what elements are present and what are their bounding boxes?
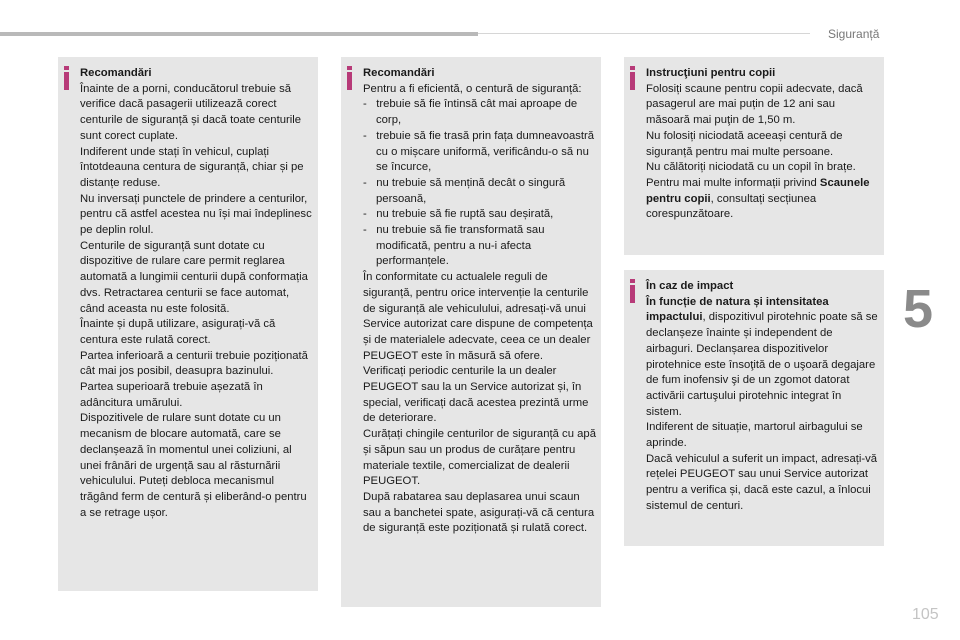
panel-content bbox=[646, 66, 880, 223]
info-icon bbox=[64, 66, 69, 90]
header-rule-thin bbox=[478, 33, 810, 34]
paragraph: Nu călătoriți niciodată cu un copil în brațe. bbox=[646, 161, 856, 174]
list-item: - nu trebuie să mențină decât o singură persoană, bbox=[363, 176, 566, 205]
paragraph: Folosiți scaune pentru copii adecvate, dacă pasagerul are mai puțin de 12 ani sau măsoară mai puţin de 1,50 m. bbox=[646, 82, 863, 127]
paragraph: După rabatarea sau deplasarea unui scaun sau a banchetei spate, asigurați-vă că centura de siguranță este poziționată și rulată corect. bbox=[363, 490, 595, 535]
list-item: - trebuie să fie trasă prin fața dumneavoastră cu o mișcare uniformă, verificându-o să nu se încurce, bbox=[363, 129, 595, 174]
paragraph: Înainte de a porni, conducătorul trebuie să verifice dacă pasagerii utilizează corect centurile de siguranță și dacă toate centurile sunt corect cuplate. bbox=[80, 82, 302, 142]
paragraph: Nu inversați punctele de prindere a centurilor, pentru că astfel acestea nu își mai îndeplinesc pe deplin rolul. bbox=[80, 192, 312, 237]
paragraph: Centurile de siguranță sunt dotate cu dispozitive de rulare care permit reglarea automată a lungimii centurii după conformația dvs. Retractarea centurii se face automat, când aceasta nu este folosită. bbox=[80, 239, 308, 315]
info-icon bbox=[347, 66, 352, 90]
recommendations-panel-1 bbox=[58, 57, 318, 591]
paragraph: Indiferent unde stați în vehicul, cuplați întotdeauna centura de siguranță, chiar și pe distanțe reduse. bbox=[80, 145, 304, 189]
recommendations-panel-2 bbox=[341, 57, 601, 607]
paragraph: Nu folosiți niciodată aceeași centură de siguranță pentru mai multe persoane. bbox=[646, 129, 843, 158]
child-instructions-panel bbox=[624, 57, 884, 255]
child-seats-reference: Scaunele pentru copii bbox=[646, 176, 870, 205]
paragraph: Dacă vehiculul a suferit un impact, adresați-vă rețelei PEUGEOT sau unui Service autorizat pentru a verifica și, dacă este cazul, a înlocui sistemul de centuri. bbox=[646, 452, 878, 512]
paragraph: Pentru mai multe informații privind Scaunele pentru copii, consultați secțiunea corespunzătoare. bbox=[646, 176, 870, 221]
intro-text: Pentru a fi eficientă, o centură de siguranță: bbox=[363, 82, 582, 95]
list-item: - trebuie să fie întinsă cât mai aproape de corp, bbox=[363, 98, 578, 127]
panel-content bbox=[363, 66, 597, 537]
paragraph: Partea superioară trebuie așezată în adâncitura umărului. bbox=[80, 381, 263, 409]
chapter-number: 5 bbox=[903, 279, 934, 339]
paragraph: În conformitate cu actualele reguli de siguranță, pentru orice intervenție la centurile de siguranță ale vehiculului, adresați-vă unui Service autorizat care dispune de competența și de materialele adecvate, ceea ce un dealer PEUGEOT este în măsură să ofere. bbox=[363, 271, 593, 362]
panel-title: Recomandări bbox=[80, 67, 152, 79]
list-item: - nu trebuie să fie ruptă sau deșirată, bbox=[363, 208, 554, 221]
paragraph: În funcție de natura și intensitatea impactului, dispozitivul pirotehnic poate să se declanșeze înainte și independent de airbaguri. Declanșarea dispozitivelor pirotehnice este însoţită de o uşoară degajare de fum inofensiv şi de un zgomot datorat activării cartuşului pirotehnic integrat în sistem. bbox=[646, 295, 878, 418]
info-icon bbox=[630, 66, 635, 90]
paragraph: Dispozitivele de rulare sunt dotate cu un mecanism de blocare automată, care se declanșează în momentul unei coliziuni, al unei frânări de urgență sau al răsturnării vehiculului. Puteți debloca mecanismul trăgând ferm de centură și eliberând-o pentru a se retrage ușor. bbox=[80, 412, 307, 519]
paragraph: Înainte și după utilizare, asigurați-vă că centura este rulată corect. bbox=[80, 318, 276, 346]
paragraph: Indiferent de situație, martorul airbagului se aprinde. bbox=[646, 421, 863, 450]
page-number: 105 bbox=[912, 606, 939, 623]
header-rule bbox=[0, 32, 478, 36]
paragraph: Curățați chingile centurilor de siguranță cu apă și săpun sau un produs de curățare pentru materiale textile, comercializat de dealerii PEUGEOT. bbox=[363, 428, 596, 488]
list-item: - nu trebuie să fie transformată sau modificată, pentru a nu-i afecta performanțele. bbox=[363, 224, 545, 268]
info-icon bbox=[630, 279, 635, 303]
panel-title: Recomandări bbox=[363, 67, 435, 79]
panel-title: Instrucţiuni pentru copii bbox=[646, 67, 776, 79]
panel-content bbox=[646, 279, 880, 515]
panel-content bbox=[80, 66, 314, 521]
paragraph: Verificați periodic centurile la un dealer PEUGEOT sau la un Service autorizat și, în special, verificați dacă acestea prezintă urme de deteriorare. bbox=[363, 365, 589, 425]
paragraph: Partea inferioară a centurii trebuie poziționată cât mai jos posibil, deasupra bazinului. bbox=[80, 349, 308, 378]
panel-title: În caz de impact bbox=[646, 280, 734, 292]
impact-panel bbox=[624, 270, 884, 546]
section-title: Siguranță bbox=[828, 27, 880, 41]
